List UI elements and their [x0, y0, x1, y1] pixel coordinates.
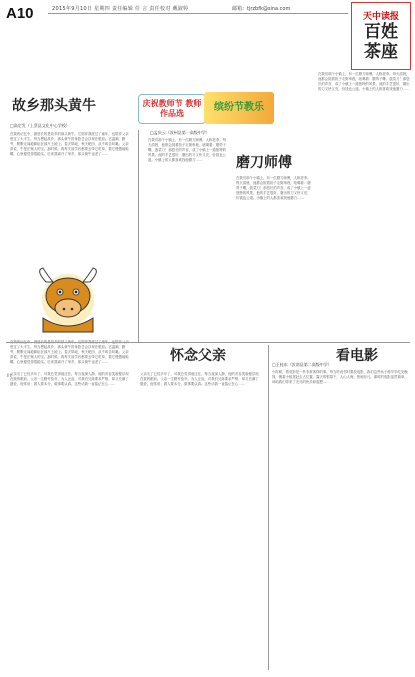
article-byline-knife: □孟庆云（汝州县第一高级中学）: [150, 130, 210, 135]
article-body-knife-col2: 在我们那个小镇上，有一位磨刀师傅，人称老李。每天清晨，他都会挑着担子走街串巷，吆喝着：磨剪子嘞，戗菜刀！那悠长的声音，成了小镇上一道独特的风景。他的手艺很好，磨出的刀又快又亮，价钱也公道。小镇上的人都喜欢找他磨刀……: [236, 176, 311, 200]
article-body-yellow-ox: 在我的记忆中，最悠长的是故乡的那头黄牛。它陪伴我度过了童年，也陪伴父亲度过了大半生。每当想起故乡，那头黄牛的身影总会浮现在眼前。它温顺、勤劳，默默无闻地耕耘在那片土地上。春天犁地，秋天耙田，从不叫苦叫累。父亲常说，牛是庄稼人的宝。那时候，我每天放学后都要去牵它吃草，看它慢慢地咀嚼，心里便觉得很踏实。后来我离开了家乡，那头黄牛也老了……: [10, 132, 129, 156]
article-title-missing-father: 怀念父亲: [170, 348, 226, 364]
column-divider: [138, 130, 139, 342]
article-title-knife-sharpener: 磨刀师傅: [236, 155, 292, 171]
banner-right: [204, 92, 274, 124]
column-divider: [268, 345, 269, 670]
article-byline-yellow-ox: □高定发（上蔡县文化中心学校）: [10, 123, 70, 128]
article-body-knife-col1: 在我们那个小镇上，有一位磨刀师傅，人称老李。每天清晨，他都会挑着担子走街串巷，吆喝着：磨剪子嘞，戗菜刀！那悠长的声音，成了小镇上一道独特的风景。他的手艺很好，磨出的刀又快又亮，价钱也公道。小镇上的人都喜欢找他磨刀……: [148, 138, 226, 162]
ox-illustration: [13, 260, 123, 338]
header-rule: [48, 13, 348, 14]
article-body-missing-father-col1: 父亲走了已经多年了，可我总觉得他还在。每当夜深人静，他的音容笑貌便浮现在我的眼前。父亲一生勤劳俭朴，为人正直，对我们兄妹要求严格，却又充满了慈爱。他常说：做人要本分，做事要认真。这些话我一直铭记在心……: [10, 372, 129, 386]
feature-banner: [138, 92, 276, 124]
banner-left: [138, 94, 206, 124]
masthead-logo: 天中读报: [362, 11, 399, 21]
article-body-watching-movie: 小时候，看电影是一件非常奢侈的事。每当听说邻村要放电影，我们这些孩子便早早吃完晚饭，搬着小板凳赶去占位置。露天的银幕下，人山人海，热闹非凡。那时的电影虽然简单，却给我们带来了无尽的快乐和遐想……: [272, 370, 408, 384]
section-divider: [6, 342, 410, 343]
dateline: 2015年9月10日 星期四 责任编辑 任 言 责任校对 戴淑婷: [52, 6, 189, 12]
email-address[interactable]: 邮箱：tjrzbfk@sina.com: [232, 6, 291, 12]
banner-left-text: 庆祝教师节 教师作品选: [142, 99, 202, 118]
quote-mark-icon: ": [6, 370, 13, 386]
article-body-missing-father-col2: 父亲走了已经多年了，可我总觉得他还在。每当夜深人静，他的音容笑貌便浮现在我的眼前。父亲一生勤劳俭朴，为人正直，对我们兄妹要求严格，却又充满了慈爱。他常说：做人要本分，做事要认真。这些话我一直铭记在心……: [140, 372, 259, 386]
article-body-knife-col3: 在我们那个小镇上，有一位磨刀师傅，人称老李。每天清晨，他都会挑着担子走街串巷，吆喝着：磨剪子嘞，戗菜刀！那悠长的声音，成了小镇上一道独特的风景。他的手艺很好，磨出的刀又快又亮，价钱也公道。小镇上的人都喜欢找他磨刀……: [318, 72, 410, 91]
article-title-yellow-ox: 故乡那头黄牛: [12, 98, 96, 114]
article-body-yellow-ox-cont: 度过了大半生。每当想起故乡，那头黄牛的身影总会浮现在眼前。它温顺、勤劳，默默无闻地耕耘在那片土地上。春天犁地，秋天耙田，从不叫苦叫累。父亲常说，牛是庄稼人的宝。那时候，我每天放学后都要去牵它吃草，看它慢慢地咀嚼，心里便觉得很踏实。后来我离开了家乡，那头黄牛也老了……: [10, 345, 129, 364]
masthead-title-line1: 百姓: [364, 22, 398, 42]
banner-right-text: 缤纷节教乐: [214, 102, 264, 113]
column-masthead: [351, 2, 411, 70]
page-number: A10: [6, 5, 34, 22]
masthead-title-line2: 茶座: [364, 42, 398, 62]
article-byline-movie: □王桂东（汝南县第二高级中学）: [272, 362, 332, 367]
article-title-watching-movie: 看电影: [336, 348, 378, 364]
